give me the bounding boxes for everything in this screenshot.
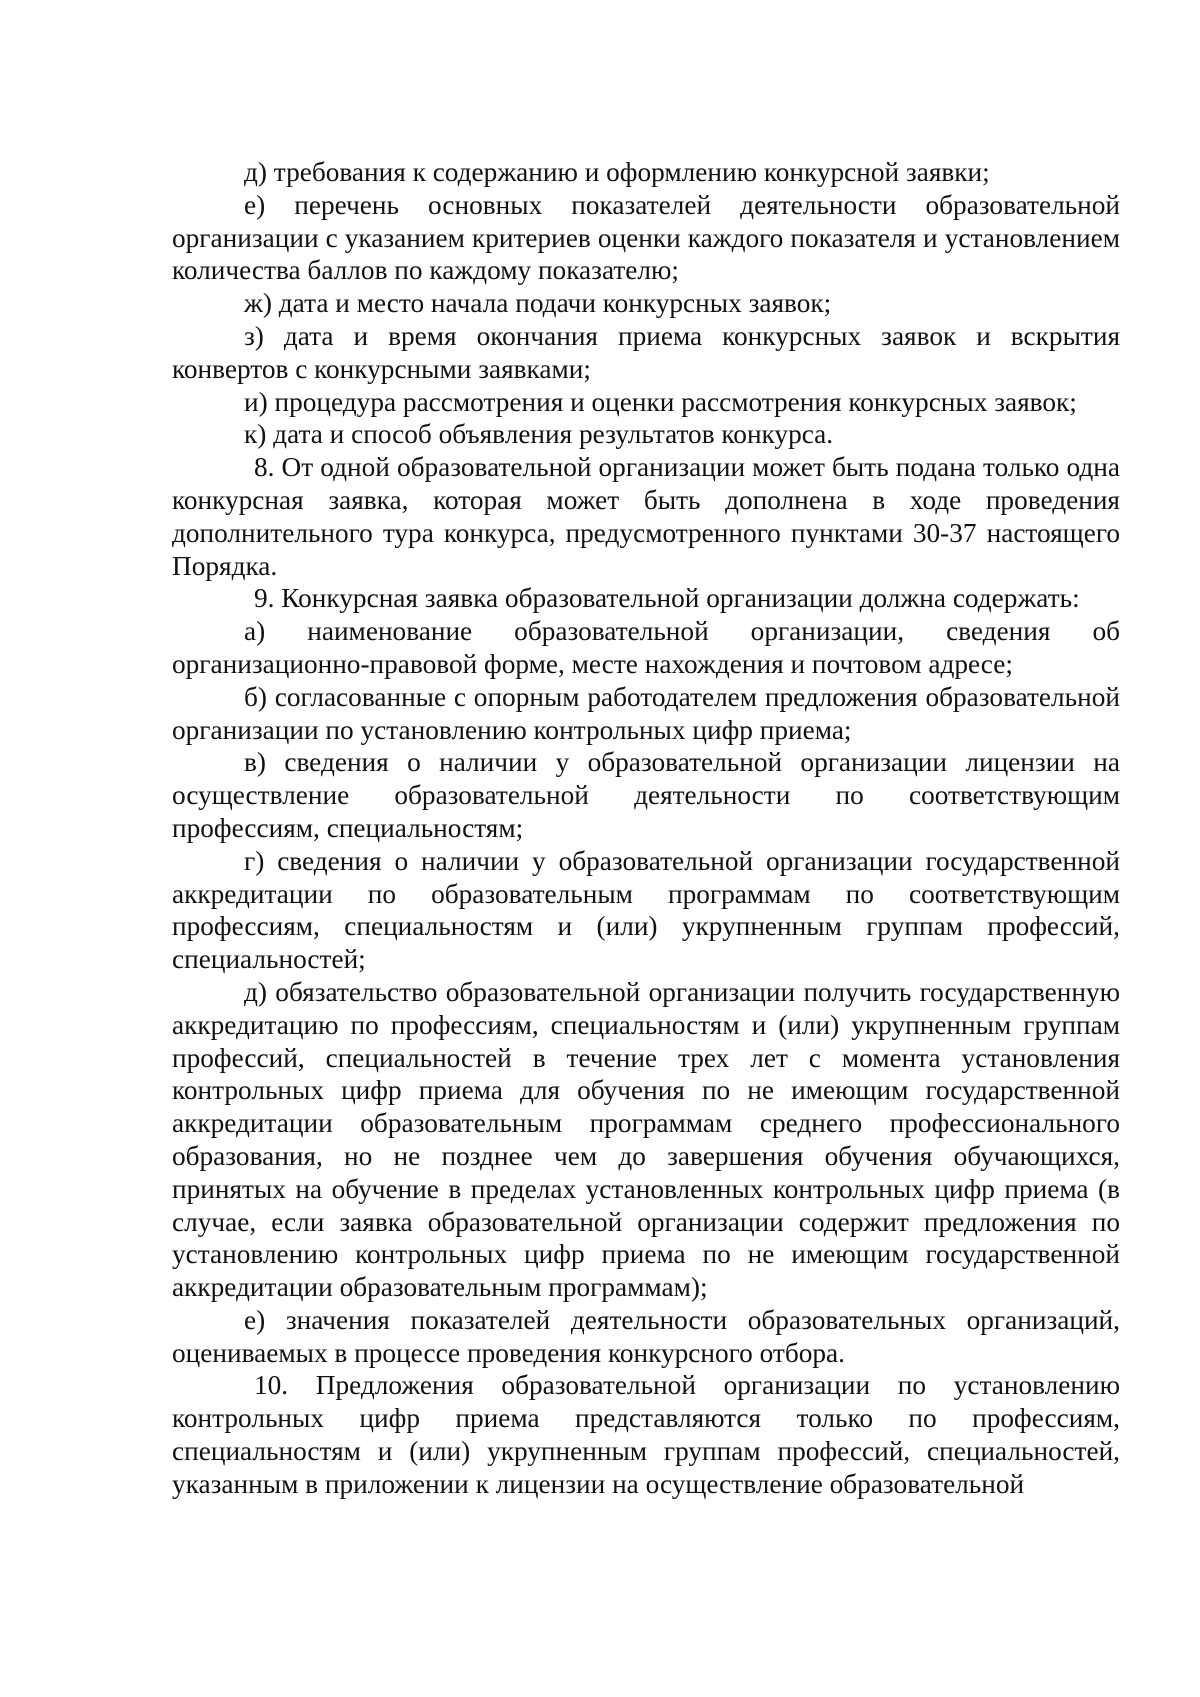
paragraph-clause-9: 9. Конкурсная заявка образовательной организации должна содержать: [254,583,1080,614]
document-body [172,156,1120,1501]
paragraph-clause-10: 10. Предложения образовательной организации по установлению контрольных цифр приема представляются только по профессиям, специальностям и (или) укрупненным группам профессий, специальностей, указанным в приложении к лицензии на осуществление образовательной [172,1370,1120,1499]
paragraph-item-e-indicators: е) перечень основных показателей деятельности образовательной организации с указанием критериев оценки каждого показателя и установлением количества баллов по каждому показателю; [172,189,1120,286]
paragraph-item-d-obligation: д) обязательство образовательной организации получить государственную аккредитацию по профессиям, специальностям и (или) укрупненным группам профессий, специальностей в течение трех лет с момента установления контрольных цифр приема для обучения по не имеющим государственной аккредитации образовательным программам среднего профессионального образования, но не позднее чем до завершения обучения обучающихся, принятых на обучение в пределах установленных контрольных цифр приема (в случае, если заявка образовательной организации содержит предложения по установлению контрольных цифр приема по не имеющим государственной аккредитации образовательным программам); [172,976,1120,1303]
paragraph-item-v-license: в) сведения о наличии у образовательной организации лицензии на осуществление образовательной деятельности по соответствующим профессиям, специальностям; [172,747,1120,843]
paragraph-item-a-name: а) наименование образовательной организации, сведения об организационно-правовой форме, месте нахождения и почтовом адресе; [172,616,1120,679]
paragraph-item-g-accreditation: г) сведения о наличии у образовательной организации государственной аккредитации по образовательным программам по соответствующим профессиям, специальностям и (или) укрупненным группам профессий, специальностей; [172,845,1120,975]
paragraph-item-b-proposals: б) согласованные с опорным работодателем предложения образовательной организации по установлению контрольных цифр приема; [172,681,1120,745]
paragraph-clause-8: 8. От одной образовательной организации может быть подана только одна конкурсная заявка, которая может быть дополнена в ходе проведения дополнительного тура конкурса, предусмотренного пунктами 30-37 настоящего Порядка. [172,452,1120,581]
paragraph-item-i-procedure: и) процедура рассмотрения и оценки рассмотрения конкурсных заявок; [244,386,1077,417]
paragraph-item-zh-start-date: ж) дата и место начала подачи конкурсных заявок; [244,288,832,319]
paragraph-item-k-results: к) дата и способ объявления результатов конкурса. [244,419,834,450]
paragraph-item-z-end-date: з) дата и время окончания приема конкурсных заявок и вскрытия конвертов с конкурсными заявками; [172,320,1120,384]
paragraph-item-d-requirements: д) требования к содержанию и оформлению конкурсной заявки; [244,157,990,187]
paragraph-item-e-values: е) значения показателей деятельности образовательных организаций, оцениваемых в процессе проведения конкурсного отбора. [172,1304,1120,1368]
